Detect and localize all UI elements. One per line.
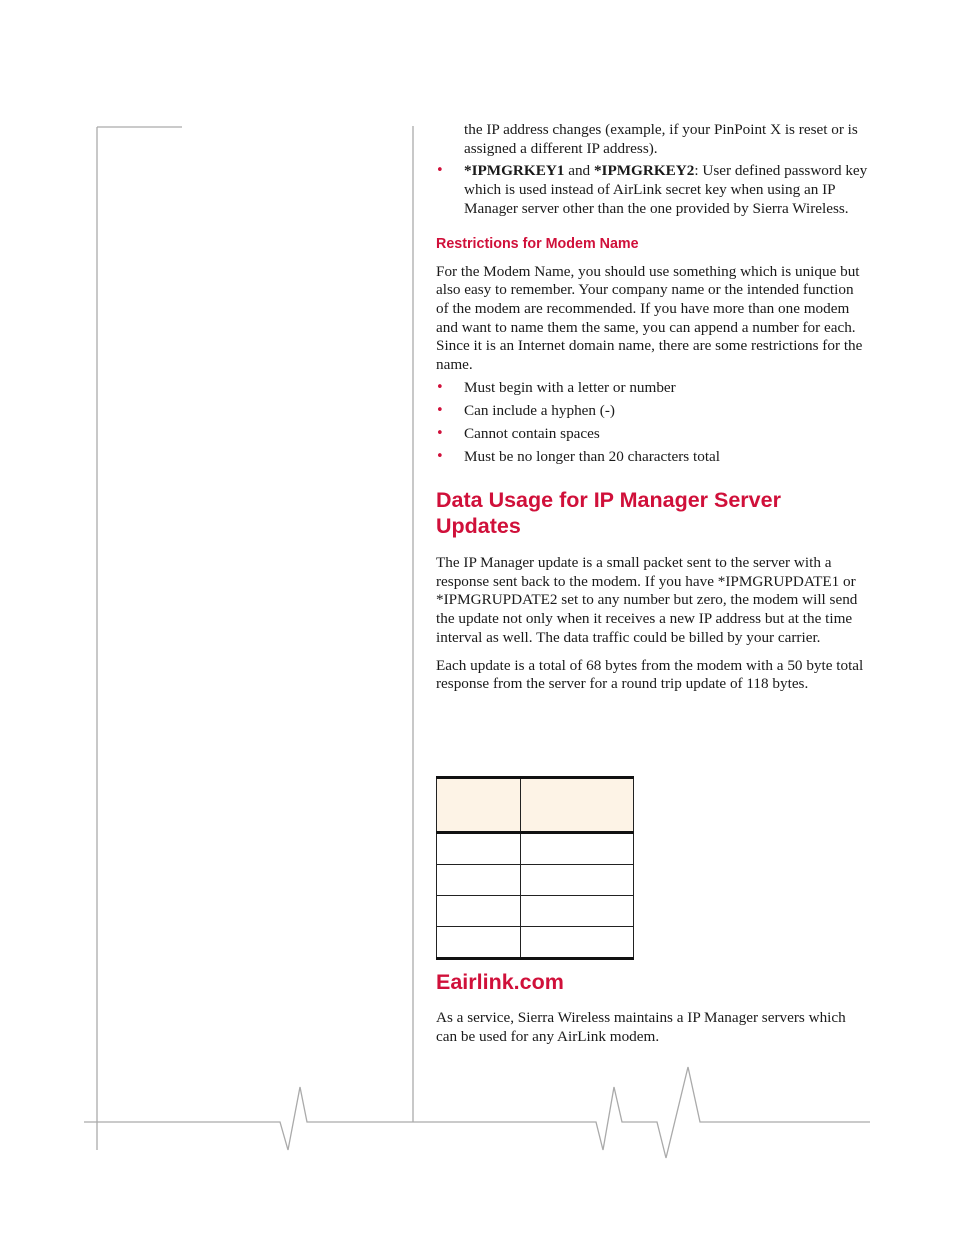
data-usage-paragraph-2: Each update is a total of 68 bytes from the modem with a 50 byte total response from the server for a round trip update of 118 bytes.: [436, 656, 864, 693]
data-usage-heading: Data Usage for IP Manager Server Updates: [436, 488, 781, 539]
main-content: [436, 121, 868, 694]
eairlink-section: [436, 969, 868, 1046]
bullet-icon: •: [436, 426, 444, 442]
data-usage-table: [436, 776, 634, 960]
list-item: [436, 402, 868, 421]
key-description: : User defined password key which is used instead of AirLink secret key when using an IP Manager server other than the one provided by Sierra Wireless.: [464, 162, 868, 217]
rule-text: Can include a hyphen (-): [464, 401, 615, 419]
table-cell: [521, 927, 634, 959]
table-cell: [521, 896, 634, 927]
list-item: [436, 425, 868, 444]
table-row: [437, 927, 634, 959]
rule-text: Cannot contain spaces: [464, 425, 600, 443]
ipmgrkey-list: [436, 162, 868, 218]
bullet-icon: •: [436, 379, 444, 395]
restrictions-body: For the Modem Name, you should use something which is unique but also easy to remember. Your company name or the intended function of the modem are recommended. If you have more than one modem and want to name them the same, you can append a number for each. Since it is an Internet domain name, there are some restrictions for the name.: [436, 262, 863, 374]
table-cell: [521, 865, 634, 896]
list-item: [436, 379, 868, 398]
key2-term: *IPMGRKEY2: [593, 162, 695, 180]
table-header-cell: [437, 778, 521, 833]
table-header-cell: [521, 778, 634, 833]
rule-text: Must begin with a letter or number: [464, 378, 676, 396]
bullet-icon: •: [436, 449, 444, 465]
table-cell: [437, 833, 521, 865]
conjunction: and: [564, 162, 594, 180]
table-row: [437, 833, 634, 865]
rule-text: Must be no longer than 20 characters total: [464, 448, 720, 466]
table-cell: [437, 865, 521, 896]
table-cell: [437, 896, 521, 927]
data-usage-paragraph-1: The IP Manager update is a small packet sent to the server with a response sent back to the modem. If you have *IPMGRUPDATE1 or *IPMGRUPDATE2 set to any number but zero, the modem will send the update not only when it receives a new IP address but at the time interval as well. The data traffic could be billed by your carrier.: [436, 554, 858, 646]
table-cell: [437, 927, 521, 959]
restrictions-heading: Restrictions for Modem Name: [436, 235, 639, 252]
bullet-icon: •: [436, 163, 444, 179]
frame-bottom-waveform: [84, 1067, 870, 1158]
eairlink-body: As a service, Sierra Wireless maintains a IP Manager servers which can be used for any AirLink modem.: [436, 1009, 846, 1045]
table-header-row: [437, 778, 634, 833]
intro-continuation: the IP address changes (example, if your PinPoint X is reset or is assigned a different IP address).: [464, 121, 858, 157]
list-item: [436, 162, 868, 218]
table-cell: [521, 833, 634, 865]
table-row: [437, 896, 634, 927]
restrictions-list: [436, 379, 868, 467]
table-row: [437, 865, 634, 896]
bullet-icon: •: [436, 402, 444, 418]
key1-term: *IPMGRKEY1: [464, 162, 565, 180]
eairlink-heading: Eairlink.com: [436, 970, 564, 994]
list-item: [436, 448, 868, 467]
